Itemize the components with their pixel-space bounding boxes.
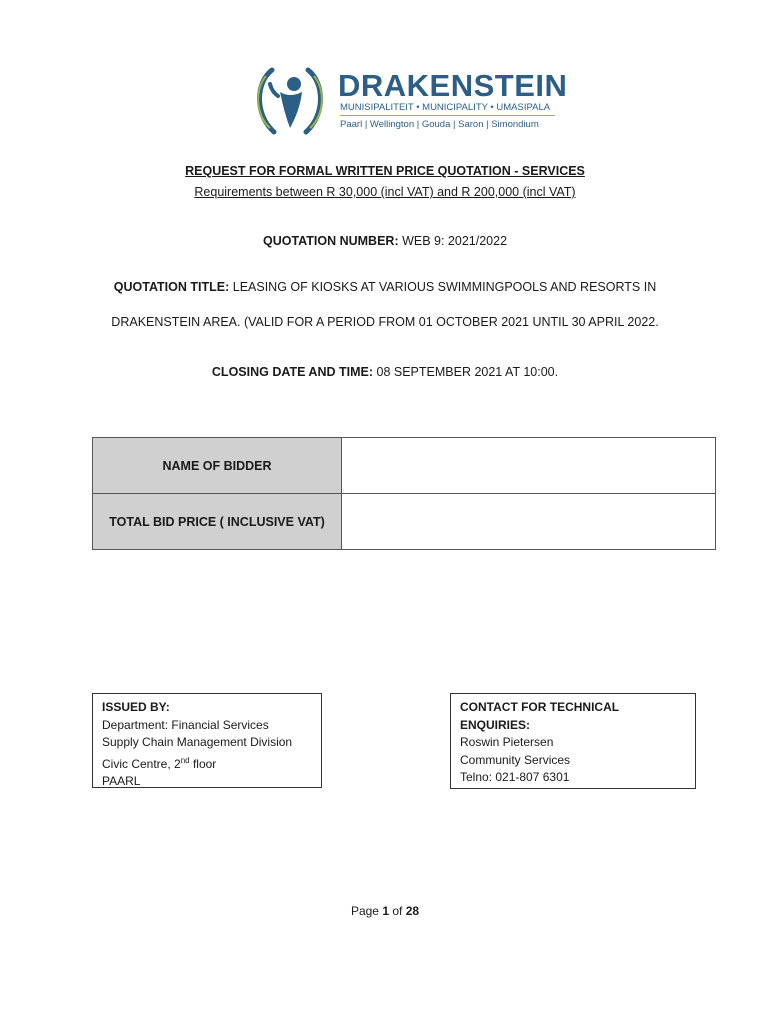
quotation-title-line1: LEASING OF KIOSKS AT VARIOUS SWIMMINGPOOLS AND RESORTS IN [232,280,657,294]
table-row [93,494,716,550]
logo-emblem-icon [250,62,330,138]
closing-date-label: CLOSING DATE AND TIME: [211,365,374,379]
contact-name: Roswin Pietersen [460,735,554,749]
closing-date-value: 08 SEPTEMBER 2021 AT 10:00. [376,365,559,379]
document-subtitle: Requirements between R 30,000 (incl VAT) and R 200,000 (incl VAT) [194,185,576,199]
closing-date [0,365,770,379]
logo-divider [340,115,555,116]
quotation-number [0,234,770,248]
total-bid-price-label: TOTAL BID PRICE ( INCLUSIVE VAT) [93,494,342,550]
total-bid-price-field[interactable] [342,494,716,550]
table-row [93,438,716,494]
issued-by-department: Department: Financial Services [102,717,269,732]
page-prefix: Page [350,904,383,918]
location-prefix: Civic Centre, 2 [102,756,181,771]
municipality-logo [250,62,570,138]
quotation-title-line2: DRAKENSTEIN AREA. (VALID FOR A PERIOD FROM 01 OCTOBER 2021 UNTIL 30 APRIL 2022. [111,315,659,329]
issued-by-location [102,752,312,774]
issued-by-division: Supply Chain Management Division [102,735,293,749]
issued-by-title: ISSUED BY: [102,700,170,714]
document-title: REQUEST FOR FORMAL WRITTEN PRICE QUOTATION - SERVICES [185,164,585,178]
page-of: of [389,904,406,918]
location-suffix: floor [189,756,217,771]
quotation-title-label: QUOTATION TITLE: [113,280,230,294]
contact-department: Community Services [460,752,571,767]
contact-box [450,693,696,789]
issued-by-box [92,693,322,788]
logo-towns: Paarl | Wellington | Gouda | Saron | Simondium [340,119,539,130]
issued-by-town: PAARL [102,774,141,788]
bidder-name-field[interactable] [342,438,716,494]
page-current: 1 [382,904,389,918]
logo-name: DRAKENSTEIN [338,68,568,103]
page-number [0,904,770,918]
logo-subtitle: MUNISIPALITEIT • MUNICIPALITY • UMASIPALA [340,102,551,113]
quotation-title [0,280,770,294]
quotation-number-value: WEB 9: 2021/2022 [402,234,508,248]
bidder-name-label: NAME OF BIDDER [93,438,342,494]
contact-phone: Telno: 021-807 6301 [460,770,570,784]
location-superscript: nd [180,755,190,765]
page-total: 28 [405,904,420,918]
quotation-number-label: QUOTATION NUMBER: [262,234,399,248]
bid-table [92,437,716,550]
contact-title: CONTACT FOR TECHNICAL ENQUIRIES: [460,700,619,732]
